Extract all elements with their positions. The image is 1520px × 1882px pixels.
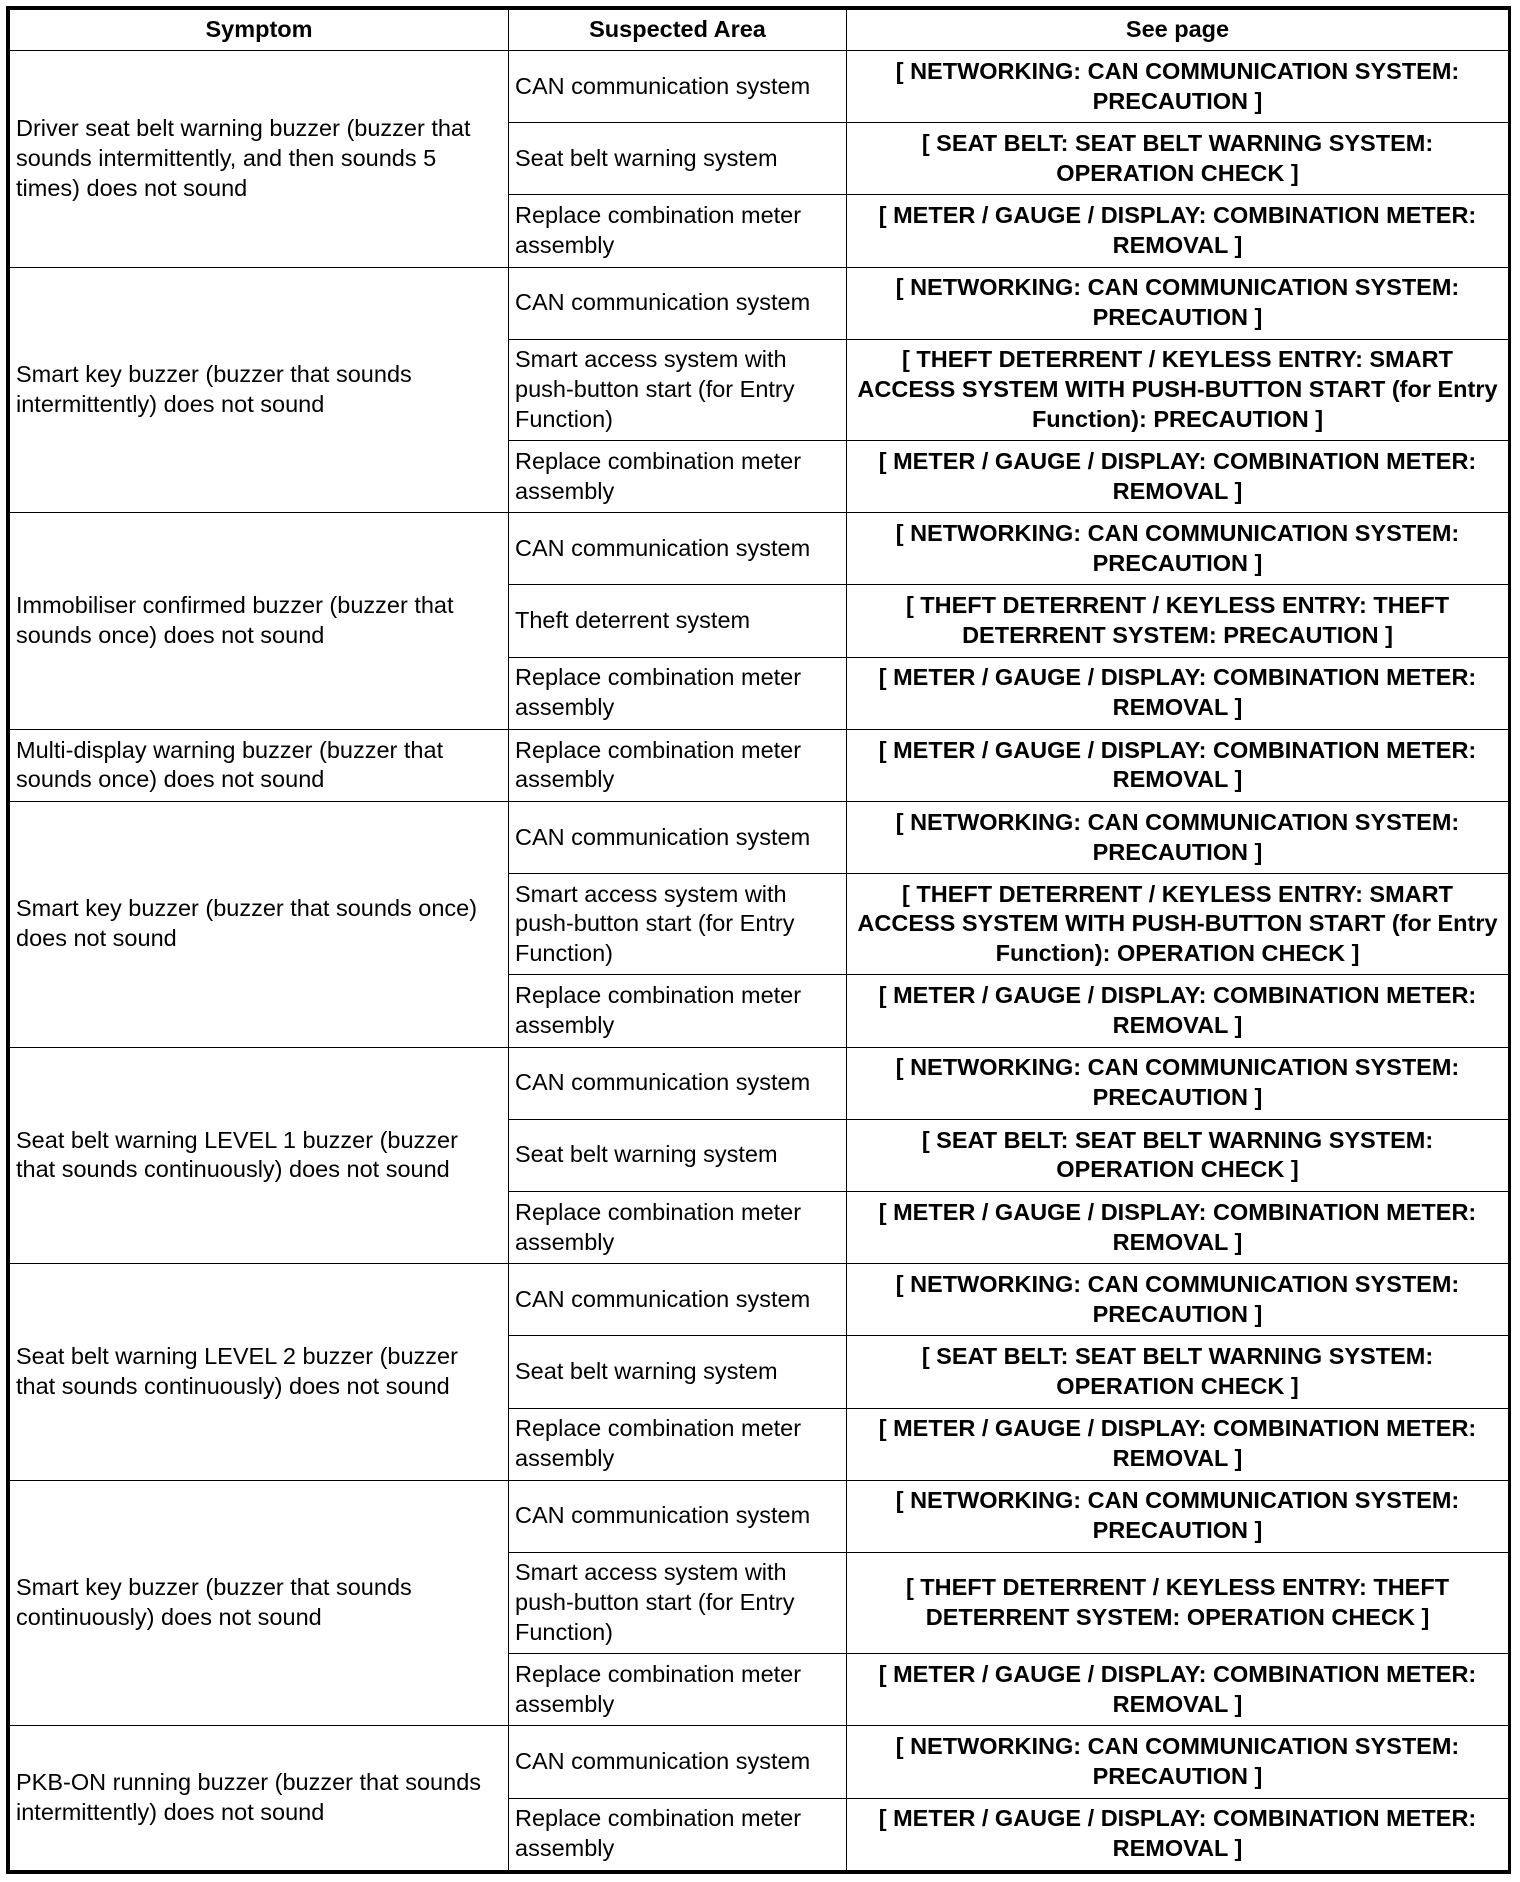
- table-row: [10, 1264, 1509, 1336]
- symptom-cell: Smart key buzzer (buzzer that sounds once) does not sound: [10, 801, 509, 1047]
- see-page-cell: [ NETWORKING: CAN COMMUNICATION SYSTEM: PRECAUTION ]: [847, 51, 1509, 123]
- suspected-area-cell: Replace combination meter assembly: [509, 441, 847, 513]
- suspected-area-cell: Replace combination meter assembly: [509, 729, 847, 801]
- table-row: [10, 267, 1509, 339]
- symptom-cell: Smart key buzzer (buzzer that sounds continuously) does not sound: [10, 1480, 509, 1726]
- table-row: [10, 729, 1509, 801]
- suspected-area-cell: Replace combination meter assembly: [509, 1798, 847, 1870]
- symptom-cell: Seat belt warning LEVEL 1 buzzer (buzzer that sounds continuously) does not sound: [10, 1047, 509, 1264]
- table-row: [10, 1047, 1509, 1119]
- problem-symptoms-table: [9, 9, 1509, 1871]
- suspected-area-cell: CAN communication system: [509, 513, 847, 585]
- suspected-area-cell: CAN communication system: [509, 267, 847, 339]
- suspected-area-cell: Seat belt warning system: [509, 1336, 847, 1408]
- see-page-cell: [ THEFT DETERRENT / KEYLESS ENTRY: THEFT DETERRENT SYSTEM: OPERATION CHECK ]: [847, 1552, 1509, 1653]
- suspected-area-cell: CAN communication system: [509, 1047, 847, 1119]
- suspected-area-cell: Smart access system with push-button start (for Entry Function): [509, 874, 847, 975]
- see-page-cell: [ METER / GAUGE / DISPLAY: COMBINATION METER: REMOVAL ]: [847, 975, 1509, 1047]
- header-suspected-area: Suspected Area: [509, 10, 847, 51]
- suspected-area-cell: CAN communication system: [509, 1480, 847, 1552]
- suspected-area-cell: CAN communication system: [509, 1264, 847, 1336]
- see-page-cell: [ METER / GAUGE / DISPLAY: COMBINATION METER: REMOVAL ]: [847, 1798, 1509, 1870]
- table-row: [10, 801, 1509, 873]
- see-page-cell: [ NETWORKING: CAN COMMUNICATION SYSTEM: PRECAUTION ]: [847, 1726, 1509, 1798]
- header-symptom: Symptom: [10, 10, 509, 51]
- see-page-cell: [ SEAT BELT: SEAT BELT WARNING SYSTEM: OPERATION CHECK ]: [847, 1336, 1509, 1408]
- see-page-cell: [ NETWORKING: CAN COMMUNICATION SYSTEM: PRECAUTION ]: [847, 1480, 1509, 1552]
- symptom-cell: Seat belt warning LEVEL 2 buzzer (buzzer that sounds continuously) does not sound: [10, 1264, 509, 1481]
- table-header-row: [10, 10, 1509, 51]
- symptom-cell: Driver seat belt warning buzzer (buzzer that sounds intermittently, and then sounds 5 times) does not sound: [10, 51, 509, 268]
- see-page-cell: [ THEFT DETERRENT / KEYLESS ENTRY: SMART ACCESS SYSTEM WITH PUSH-BUTTON START (for Entry Function): PRECAUTION ]: [847, 339, 1509, 440]
- suspected-area-cell: Seat belt warning system: [509, 1119, 847, 1191]
- suspected-area-cell: CAN communication system: [509, 801, 847, 873]
- see-page-cell: [ SEAT BELT: SEAT BELT WARNING SYSTEM: OPERATION CHECK ]: [847, 123, 1509, 195]
- see-page-cell: [ NETWORKING: CAN COMMUNICATION SYSTEM: PRECAUTION ]: [847, 801, 1509, 873]
- table-row: [10, 513, 1509, 585]
- suspected-area-cell: Replace combination meter assembly: [509, 1654, 847, 1726]
- see-page-cell: [ SEAT BELT: SEAT BELT WARNING SYSTEM: OPERATION CHECK ]: [847, 1119, 1509, 1191]
- symptom-cell: Multi-display warning buzzer (buzzer that sounds once) does not sound: [10, 729, 509, 801]
- suspected-area-cell: Replace combination meter assembly: [509, 657, 847, 729]
- header-see-page: See page: [847, 10, 1509, 51]
- suspected-area-cell: Replace combination meter assembly: [509, 195, 847, 267]
- table-row: [10, 1726, 1509, 1798]
- see-page-cell: [ THEFT DETERRENT / KEYLESS ENTRY: THEFT DETERRENT SYSTEM: PRECAUTION ]: [847, 585, 1509, 657]
- see-page-cell: [ NETWORKING: CAN COMMUNICATION SYSTEM: PRECAUTION ]: [847, 1264, 1509, 1336]
- see-page-cell: [ METER / GAUGE / DISPLAY: COMBINATION METER: REMOVAL ]: [847, 441, 1509, 513]
- suspected-area-cell: Replace combination meter assembly: [509, 1408, 847, 1480]
- symptom-cell: Immobiliser confirmed buzzer (buzzer that sounds once) does not sound: [10, 513, 509, 730]
- suspected-area-cell: Replace combination meter assembly: [509, 1191, 847, 1263]
- see-page-cell: [ THEFT DETERRENT / KEYLESS ENTRY: SMART ACCESS SYSTEM WITH PUSH-BUTTON START (for Entry Function): OPERATION CHECK ]: [847, 874, 1509, 975]
- troubleshooting-table-frame: [6, 6, 1511, 1874]
- table-body: [10, 51, 1509, 1871]
- see-page-cell: [ METER / GAUGE / DISPLAY: COMBINATION METER: REMOVAL ]: [847, 729, 1509, 801]
- see-page-cell: [ METER / GAUGE / DISPLAY: COMBINATION METER: REMOVAL ]: [847, 657, 1509, 729]
- suspected-area-cell: CAN communication system: [509, 51, 847, 123]
- table-row: [10, 51, 1509, 123]
- see-page-cell: [ METER / GAUGE / DISPLAY: COMBINATION METER: REMOVAL ]: [847, 1191, 1509, 1263]
- see-page-cell: [ NETWORKING: CAN COMMUNICATION SYSTEM: PRECAUTION ]: [847, 267, 1509, 339]
- suspected-area-cell: Replace combination meter assembly: [509, 975, 847, 1047]
- see-page-cell: [ NETWORKING: CAN COMMUNICATION SYSTEM: PRECAUTION ]: [847, 513, 1509, 585]
- suspected-area-cell: CAN communication system: [509, 1726, 847, 1798]
- see-page-cell: [ METER / GAUGE / DISPLAY: COMBINATION METER: REMOVAL ]: [847, 195, 1509, 267]
- see-page-cell: [ METER / GAUGE / DISPLAY: COMBINATION METER: REMOVAL ]: [847, 1408, 1509, 1480]
- see-page-cell: [ NETWORKING: CAN COMMUNICATION SYSTEM: PRECAUTION ]: [847, 1047, 1509, 1119]
- symptom-cell: Smart key buzzer (buzzer that sounds intermittently) does not sound: [10, 267, 509, 513]
- suspected-area-cell: Theft deterrent system: [509, 585, 847, 657]
- symptom-cell: PKB-ON running buzzer (buzzer that sounds intermittently) does not sound: [10, 1726, 509, 1871]
- suspected-area-cell: Smart access system with push-button start (for Entry Function): [509, 339, 847, 440]
- see-page-cell: [ METER / GAUGE / DISPLAY: COMBINATION METER: REMOVAL ]: [847, 1654, 1509, 1726]
- suspected-area-cell: Seat belt warning system: [509, 123, 847, 195]
- table-row: [10, 1480, 1509, 1552]
- suspected-area-cell: Smart access system with push-button start (for Entry Function): [509, 1552, 847, 1653]
